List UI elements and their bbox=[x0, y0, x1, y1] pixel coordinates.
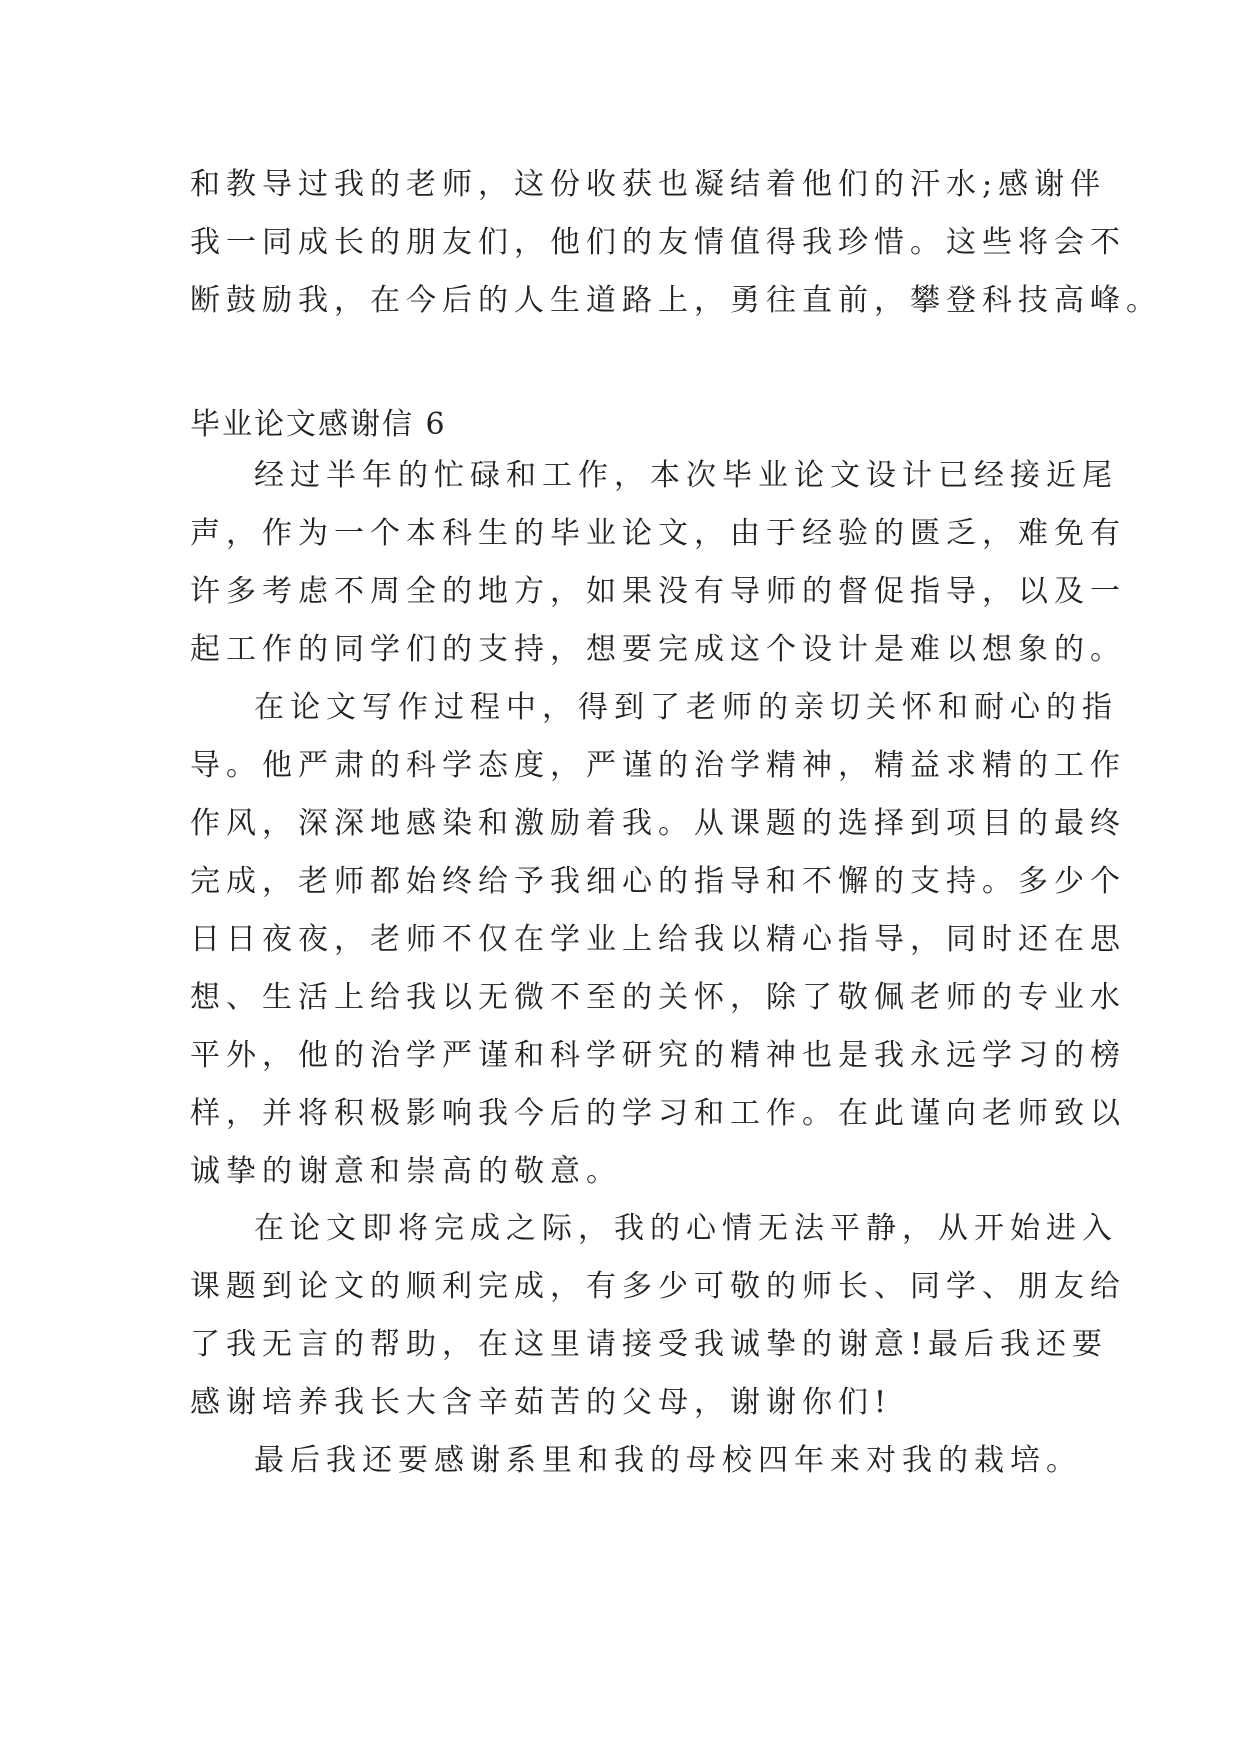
paragraph-3 bbox=[190, 1200, 1126, 1432]
paragraph-line: 在论文写作过程中，得到了老师的亲切关怀和耐心的指 bbox=[254, 690, 1118, 725]
paragraph-line: 日日夜夜，老师不仅在学业上给我以精心指导，同时还在思 bbox=[190, 922, 1126, 957]
paragraph-4 bbox=[190, 1432, 1082, 1490]
intro-paragraph bbox=[190, 156, 1162, 330]
paragraph-line: 在论文即将完成之际，我的心情无法平静，从开始进入 bbox=[254, 1211, 1118, 1246]
paragraph-line: 作风，深深地感染和激励着我。从课题的选择到项目的最终 bbox=[190, 806, 1126, 841]
section-title-block bbox=[190, 396, 1050, 454]
paragraph-line: 起工作的同学们的支持，想要完成这个设计是难以想象的。 bbox=[190, 632, 1126, 667]
paragraph-2 bbox=[190, 679, 1126, 1201]
paragraph-line: 声，作为一个本科生的毕业论文，由于经验的匮乏，难免有 bbox=[190, 516, 1126, 551]
intro-line: 我一同成长的朋友们，他们的友情值得我珍惜。这些将会不 bbox=[190, 225, 1126, 260]
paragraph-line: 了我无言的帮助，在这里请接受我诚挚的谢意!最后我还要 bbox=[190, 1327, 1109, 1362]
paragraph-line: 平外，他的治学严谨和科学研究的精神也是我永远学习的榜 bbox=[190, 1038, 1126, 1073]
paragraph-line: 想、生活上给我以无微不至的关怀，除了敬佩老师的专业水 bbox=[190, 980, 1126, 1015]
paragraph-line: 最后我还要感谢系里和我的母校四年来对我的栽培。 bbox=[254, 1443, 1082, 1478]
intro-line: 和教导过我的老师，这份收获也凝结着他们的汗水;感谢伴 bbox=[190, 167, 1107, 202]
intro-line: 断鼓励我，在今后的人生道路上，勇往直前，攀登科技高峰。 bbox=[190, 283, 1162, 318]
paragraph-line: 完成，老师都始终给予我细心的指导和不懈的支持。多少个 bbox=[190, 864, 1126, 899]
paragraph-line: 许多考虑不周全的地方，如果没有导师的督促指导，以及一 bbox=[190, 574, 1126, 609]
paragraph-line: 感谢培养我长大含辛茹苦的父母，谢谢你们! bbox=[190, 1385, 893, 1420]
paragraph-line: 经过半年的忙碌和工作，本次毕业论文设计已经接近尾 bbox=[254, 458, 1118, 493]
paragraph-line: 样，并将积极影响我今后的学习和工作。在此谨向老师致以 bbox=[190, 1096, 1126, 1131]
paragraph-line: 课题到论文的顺利完成，有多少可敬的师长、同学、朋友给 bbox=[190, 1269, 1126, 1304]
paragraph-1 bbox=[190, 447, 1126, 679]
paragraph-line: 导。他严肃的科学态度，严谨的治学精神，精益求精的工作 bbox=[190, 748, 1126, 783]
section-title: 毕业论文感谢信 6 bbox=[190, 407, 447, 442]
paragraph-line: 诚挚的谢意和崇高的敬意。 bbox=[190, 1154, 622, 1189]
